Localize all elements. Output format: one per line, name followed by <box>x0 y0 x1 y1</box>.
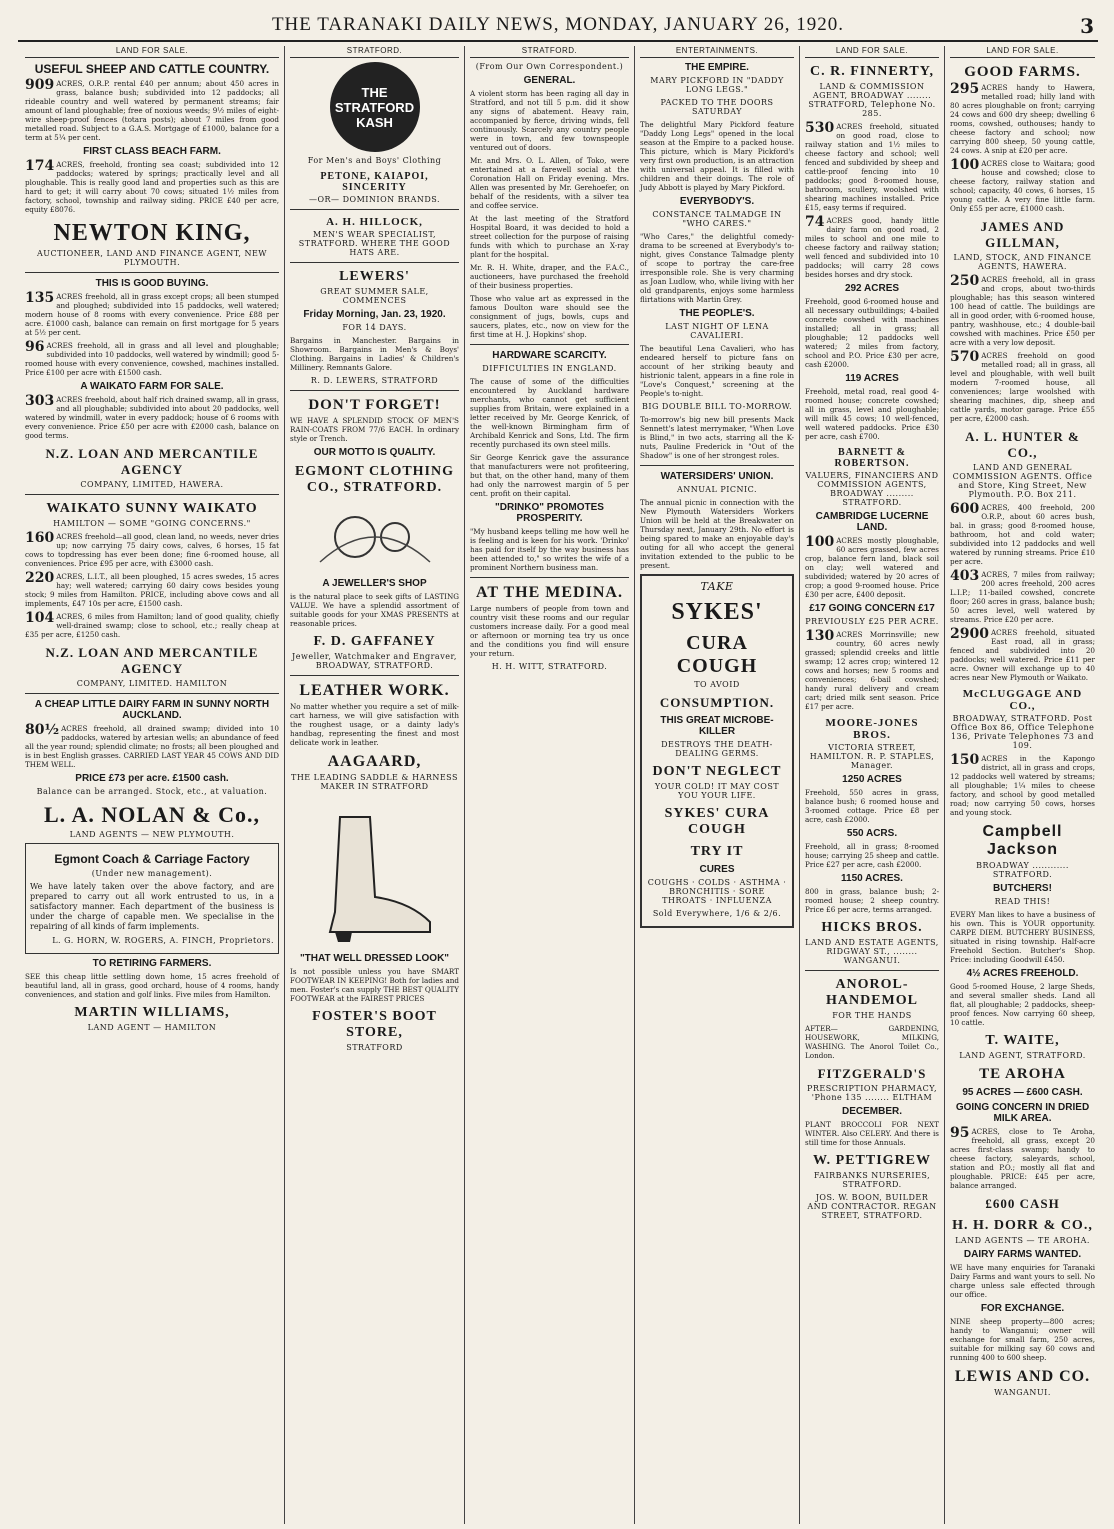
price-line: £600 CASH <box>985 1196 1060 1211</box>
ad-text: NINE sheep property—800 acres; handy to Wanganui; owner will exchange for small farm, 250 acres, suitable for milking say 60 cows and running 400 to 600 sheep. <box>950 1317 1095 1362</box>
ad-subtitle: (Under new management). <box>91 869 213 878</box>
subheadline: DIFFICULTIES IN ENGLAND. <box>482 364 617 373</box>
motto: OUR MOTTO IS QUALITY. <box>313 447 436 458</box>
divider <box>25 272 279 273</box>
divider <box>805 970 939 971</box>
article-text: The cause of some of the difficulties encountered by Auckland hardware merchants, who cannot get sufficient supplies from Britain, were explained in a letter received by Mr. George Kenrick, of the well-known Birmingham firm of Archibald Kenrick and Sons, Ltd. The firm recently purchased its own steel mills. <box>470 377 629 449</box>
listing-text: ACRES handy to Hawera, metalled road; hilly land with 80 acres ploughable on front; carrying 24 cows and 600 dry sheep; dwelling 6 rooms, cowshed, outhouses; handy to cheese factory and school; now carrying 800 sheep, 50 young cattle, 24 cows. A snip at £20 per acre. <box>950 83 1095 155</box>
headline: GENERAL. <box>523 75 576 86</box>
agent-name: HICKS BROS. <box>821 920 923 935</box>
listing-text: ACRES close to Waitara; good house and cowshed; close to cheese factory, railway station and school; capacity, 40 cows, 6 horses, 15 young cattle. A very fine little farm. Only £55 per acre, £1000 cash. <box>950 159 1095 213</box>
headline: 550 ACRS. <box>846 828 898 839</box>
listing <box>25 292 279 337</box>
listing-text: Freehold, all in grass; 8-roomed house; carrying 25 sheep and cattle. Price £27 per acre, cash £2000. <box>805 842 939 869</box>
brand-name: SYKES' <box>671 599 763 625</box>
merchant-name: W. PETTIGREW <box>812 1153 932 1168</box>
listing <box>950 275 1095 347</box>
sale-duration: FOR 14 DAYS. <box>342 323 407 332</box>
merchant-subtitle: PRESCRIPTION PHARMACY, 'Phone 135 ........ ELTHAM <box>806 1084 938 1102</box>
ad-text: WE HAVE A SPLENDID STOCK OF MEN'S RAIN-COATS FROM 77/6 EACH. In ordinary style or Trench. <box>290 416 459 443</box>
ad-line: For Men's and Boys' Clothing <box>307 156 442 165</box>
acreage: 96 <box>25 339 45 355</box>
agent-name: BARNETT & ROBERTSON. <box>834 447 910 469</box>
agent-subtitle: LAND AND ESTATE AGENTS, RIDGWAY ST., ........ WANGANUI. <box>805 938 939 965</box>
column-head: STRATFORD. <box>470 46 629 58</box>
agent-subtitle: LAND AGENTS — TE AROHA. <box>955 1236 1090 1245</box>
sale-title: GREAT SUMMER SALE, COMMENCES <box>320 287 429 305</box>
agent-name: L. A. NOLAN & Co., <box>43 802 260 827</box>
headline: A WAIKATO FARM FOR SALE. <box>80 381 224 392</box>
listing <box>25 79 279 142</box>
brand-names: PETONE, KAIAPOI, SINCERITY <box>320 171 429 193</box>
headline: THE EMPIRE. <box>685 62 749 73</box>
headline: £17 GOING CONCERN £17 <box>809 603 935 614</box>
listing <box>950 351 1095 423</box>
column-head: LAND FOR SALE. <box>25 46 279 58</box>
divider <box>640 465 794 466</box>
ad-text: WE have many enquiries for Taranaki Dairy Farms and want yours to sell. No charge unless sale effected through our office. <box>950 1263 1095 1299</box>
ad-line: Sold Everywhere, 1/6 & 2/6. <box>652 909 782 918</box>
ad-text: Is not possible unless you have SMART FOOTWEAR IN KEEPING! Both for ladies and men. Foster's can supply THE BEST QUALITY FOOTWEAR at the FAIREST PRICES <box>290 967 459 1003</box>
subheadline: PREVIOUSLY £25 PER ACRE. <box>805 617 939 626</box>
divider <box>470 344 629 345</box>
column-4 <box>635 46 800 1524</box>
listing <box>25 572 279 608</box>
merchant-subtitle: FAIRBANKS NURSERIES, STRATFORD. <box>813 1171 931 1189</box>
agent-name: N.Z. LOAN AND MERCANTILE AGENCY <box>45 645 259 676</box>
article-text: The delightful Mary Pickford feature "Daddy Long Legs" opened in the local season at the Empire to a packed house. This picture, which is Mary Pickford's very first own production, is an attraction with universal appeal. It is filled with children and their doings. The role of Judy Abbott is played by Mary Pickford. <box>640 120 794 192</box>
acreage: 150 <box>950 752 980 768</box>
byline: (From Our Own Correspondent.) <box>475 62 624 71</box>
listing <box>25 724 279 769</box>
agent-name: C. R. FINNERTY, <box>809 64 935 79</box>
ad-line: DON'T NEGLECT <box>652 764 782 779</box>
subheadline: READ THIS! <box>994 897 1051 906</box>
masthead <box>18 14 1098 42</box>
product-subtitle: FOR THE HANDS <box>832 1011 912 1020</box>
headline: THIS IS GOOD BUYING. <box>95 278 209 289</box>
ad-line: TO AVOID <box>694 680 740 689</box>
listing <box>950 503 1095 566</box>
listing-text: ACRES, 400 freehold, 200 O.R.P., about 60 acres bush, bal. in grass; good 8-roomed house, bathroom, hot and cold water; subdivided into 12 paddocks and well watered by running streams. Price £10 per acre. <box>950 503 1095 566</box>
sale-date: Friday Morning, Jan. 23, 1920. <box>303 309 446 320</box>
merchant-name: AAGAARD, <box>327 753 422 770</box>
acreage: 295 <box>950 81 980 97</box>
headline: THE PEOPLE'S. <box>679 308 755 319</box>
headline: FOR EXCHANGE. <box>980 1303 1065 1314</box>
listing-text: Freehold, good 6-roomed house and all necessary outbuildings; 4-bailed concrete cowshed with machines installed; all in grass; all ploughable; 12 paddocks well watered; 2 miles from factory, school and P.O. Price £30 per acre, cash £2000. <box>805 297 939 369</box>
ad-text: is the natural place to seek gifts of LASTING VALUE. We have a splendid assortment of suitable goods for your XMAS PRESENTS at reasonable prices. <box>290 592 459 628</box>
ad-text: We have lately taken over the above factory, and are prepared to carry out all work entrusted to us, in a satisfactory manner. Each department of the business is under the charge of capable men. We specialise in the repairing of all kinds of farm implements. <box>30 882 274 931</box>
agent-subtitle: WANGANUI. <box>994 1388 1051 1397</box>
listing-text: ACRES freehold, all drained swamp; divided into 10 paddocks, watered by artesian wells; an abundance of feed all the year round; splendid climate; no frosts; all been ploughed and is in best English grasses. CARRIED LAST YEAR 45 COWS AND DID THEM WELL. <box>25 724 279 769</box>
acreage: 220 <box>25 570 55 586</box>
brand-subtitle: —OR— DOMINION BRANDS. <box>308 195 441 204</box>
ad-line: TAKE <box>700 580 734 593</box>
section-title: TE AROHA <box>979 1066 1066 1082</box>
acreage: 403 <box>950 568 980 584</box>
kash-logo: THE STRATFORD KASH <box>330 62 420 152</box>
page-number: 3 <box>1080 14 1094 38</box>
ad-signature: H. H. WITT, STRATFORD. <box>491 662 608 671</box>
section-title: GOOD FARMS. <box>964 64 1081 80</box>
agent-subtitle: LAND AGENT — HAMILTON <box>87 1023 217 1032</box>
divider <box>290 675 459 676</box>
section-subtitle: HAMILTON — SOME "GOING CONCERNS." <box>53 519 251 528</box>
listing <box>950 754 1095 817</box>
merchant-subtitle: JOS. W. BOON, BUILDER AND CONTRACTOR. REGAN STREET, STRATFORD. <box>807 1193 937 1220</box>
listing-text: ACRES freehold, situated on good road, close to railway station and 1½ miles to cheese factory and school; well fenced and subdivided by sheep and cattle-proof fencing into 10 paddocks; good 8-roomed house, bathroom, scullery, woolshed with shearing machines installed. Price £15, easy terms if required. <box>805 122 939 212</box>
subheadline: MARY PICKFORD IN "DADDY LONG LEGS." <box>650 76 784 94</box>
agent-subtitle: BROADWAY, STRATFORD. Post Office Box 86, Office Telephone 136, Private Telephones 73 and 109. <box>950 714 1095 750</box>
divider <box>290 262 459 263</box>
article-text: Sir George Kenrick gave the assurance that manufacturers were not profiteering, but that, on the other hand, many of them had only the narrowest margin of 5 per cent. profit on their capital. <box>470 453 629 498</box>
listing <box>950 570 1095 624</box>
agent-subtitle: LAND AGENT, STRATFORD. <box>959 1051 1086 1060</box>
ad-line: DESTROYS THE DEATH-DEALING GERMS. <box>661 740 773 758</box>
terms-line: Balance can be arranged. Stock, etc., at valuation. <box>36 787 268 796</box>
agent-subtitle: AUCTIONEER, LAND AND FINANCE AGENT, NEW PLYMOUTH. <box>36 249 268 267</box>
headline: FIRST CLASS BEACH FARM. <box>83 146 221 157</box>
ad-line: YOUR COLD! IT MAY COST YOU YOUR LIFE. <box>654 782 780 800</box>
price-line: PRICE £73 per acre. £1500 cash. <box>75 773 229 784</box>
acreage: 100 <box>950 157 980 173</box>
acreage: 2900 <box>950 626 989 642</box>
listing-text: Freehold, metal road, real good 4-roomed house; concrete cowshed; all in grass, level and ploughable; will milk 45 cows; 10 well-fenced, well watered paddocks. Price £30 per acre, cash £700. <box>805 387 939 441</box>
agent-name: McCLUGGAGE AND CO., <box>962 688 1083 712</box>
listing-text: ACRES mostly ploughable, 60 acres grassed, few acres crop, balance fern land, black soil on clay; well watered and subdivided; watered by 20 acres of crop; a good 9-roomed house. Price £30 per acre, £400 deposit. <box>805 536 939 599</box>
acreage: 74 <box>805 214 825 230</box>
ad-title: Egmont Coach & Carriage Factory <box>54 852 250 866</box>
ad-headline: DON'T FORGET! <box>308 397 441 413</box>
article-text: "Who Cares," the delightful comedy-drama to be screened at Everybody's to-night, gives Constance Talmadge plenty of scope to portray the care-free irresponsible role. She is very charming as Joan Ludlow, who, while living with her old grandparents, enjoys some harmless flirtations with Martin Grey. <box>640 232 794 304</box>
column-head: ENTERTAINMENTS. <box>640 46 794 58</box>
column-head: STRATFORD. <box>290 46 459 58</box>
listing-text: ACRES Morrinsville; new country, 60 acres newly grassed; splendid creeks and little swamp; 12 acres crop; wintered 12 cows and horses; new 5 rooms and conveniences; 6-bail cowshed; handy rural delivery and cream cart; dried milk sent season. Price £17 per acre. <box>805 630 939 711</box>
subheadline: CONSTANCE TALMADGE IN "WHO CARES." <box>652 210 782 228</box>
listing-text: Good 5-roomed House, 2 large Sheds, and several smaller sheds. Land all flat, all ploughable; 2 paddocks, sheep-proof fences. Now carrying 60 sheep, 10 cattle. <box>950 982 1095 1027</box>
ad-text: AFTER— GARDENING, HOUSEWORK, MILKING, WASHING. The Anorol Toilet Co., London. <box>805 1024 939 1060</box>
listing <box>25 532 279 568</box>
acreage: 104 <box>25 610 55 626</box>
column-2 <box>285 46 465 1524</box>
listing-text: ACRES, L.I.T., all been ploughed, 15 acres swedes, 15 acres hay; well watered; carrying 60 dairy cows besides young stock; 9 miles from Hamilton. PRICE, including above cows and all implements, £47 10s per acre, £1500 cash. <box>25 572 279 608</box>
agent-subtitle: LAND, STOCK, AND FINANCE AGENTS, HAWERA. <box>953 253 1092 271</box>
acreage: 174 <box>25 158 55 174</box>
acreage: 160 <box>25 530 55 546</box>
listing <box>805 216 939 279</box>
ad-headline: LEATHER WORK. <box>299 682 450 699</box>
listing-text: ACRES, freehold, fronting sea coast; subdivided into 12 paddocks; watered by springs; practically level and all ploughable. This is really good land and properties such as this are hard to get; it will carry about 70 cows; situated 1½ miles from factory, school, township and railway siding. PRICE £40 per acre, equity £8076. <box>25 160 279 214</box>
merchant-name: FITZGERALD'S <box>817 1066 927 1081</box>
ad-line: THIS GREAT MICROBE-KILLER <box>660 715 774 737</box>
merchant-subtitle: Jeweller, Watchmaker and Engraver, BROADWAY, STRATFORD. <box>292 652 457 670</box>
bargains-list: Bargains in Manchester. Bargains in Showroom. Bargains in Men's & Boys' Clothing. Bargains in Ladies' & Children's Millinery. Remnants Galore. <box>290 336 459 372</box>
headline: DECEMBER. <box>841 1106 902 1117</box>
acreage: 570 <box>950 349 980 365</box>
cura-cough-ad <box>640 574 794 928</box>
ad-line: CONSUMPTION. <box>659 695 775 710</box>
ad-headline: AT THE MEDINA. <box>476 584 623 601</box>
agent-name: T. WAITE, <box>985 1033 1060 1048</box>
agent-subtitle: BROADWAY ............ STRATFORD. <box>976 861 1069 879</box>
agent-subtitle: LAND AGENTS — NEW PLYMOUTH. <box>69 830 235 839</box>
section-title: WAIKATO SUNNY WAIKATO <box>46 501 258 516</box>
listing <box>25 612 279 639</box>
jewellery-illustration <box>300 502 450 572</box>
listing-text: ACRES, 6 miles from Hamilton; land of good quality, chiefly well-drained swamp; close to school, etc.; really cheap at £35 per acre, £1250 cash. <box>25 612 279 639</box>
divider <box>470 577 629 578</box>
product-name: ANOROL-HANDEMOL <box>826 977 918 1008</box>
column-1 <box>20 46 285 1524</box>
headline: WATERSIDERS' UNION. <box>660 471 774 482</box>
listing-text: SEE this cheap little settling down home, 15 acres freehold of beautiful land, all in grass, good orchard, house of 4 rooms, handy conveniences, and station and golf links. Five miles from Hamilton. <box>25 972 279 999</box>
headline: EVERYBODY'S. <box>679 196 755 207</box>
headline: "THAT WELL DRESSED LOOK" <box>299 953 450 964</box>
ad-text: EVERY Man likes to have a business of his own. This is YOUR opportunity. CARPE DIEM. BUTCHERY BUSINESS, situated in rising township. Half-acre Freehold Section. Butcher's Shop. Price: including Goodwill £450. <box>950 910 1095 964</box>
columns <box>20 46 1100 1524</box>
acreage: 100 <box>805 534 835 550</box>
merchant-signature: R. D. LEWERS, STRATFORD <box>310 376 439 385</box>
acreage: 250 <box>950 273 980 289</box>
acreage: 909 <box>25 77 55 93</box>
ad-text: PLANT BROCCOLI FOR NEXT WINTER. Also CELERY. And there is still time for those Annuals. <box>805 1120 939 1147</box>
ad-line: CURES <box>699 864 735 875</box>
agent-subtitle: LAND AND GENERAL COMMISSION AGENTS. Office and Store, King Street, New Plymouth. P.O. Box 211. <box>952 463 1093 499</box>
listing <box>950 159 1095 213</box>
listing-text: Freehold, 550 acres in grass, balance bush; 6 roomed house and 3-roomed cottage. Price £8 per acre, cash £2000. <box>805 788 939 824</box>
column-5 <box>800 46 945 1524</box>
merchant-name: LEWERS' <box>339 269 410 284</box>
ad-line: TRY IT <box>690 844 744 859</box>
headline: 1150 ACRES. <box>841 873 903 884</box>
acreage: 95 <box>950 1125 970 1141</box>
headline: "DRINKO" PROMOTES PROSPERITY. <box>495 502 604 524</box>
agent-name: MOORE-JONES BROS. <box>825 717 919 741</box>
headline: HARDWARE SCARCITY. <box>492 350 607 361</box>
newspaper-title: THE TARANAKI DAILY NEWS, MONDAY, JANUARY 26, 1920. <box>271 14 845 35</box>
listing <box>25 341 279 377</box>
product-name: CURA COUGH <box>676 632 758 677</box>
column-3 <box>465 46 635 1524</box>
listing-text: ACRES good, handy little dairy farm on good road, 2 miles to school and one mile to cheese factory and railway station; well fenced and subdivided into 10 paddocks; will carry 28 cows besides horses and dry stock. <box>805 216 939 279</box>
merchant-name: FOSTER'S BOOT STORE, <box>312 1009 437 1040</box>
listing-text: ACRES freehold, all in grass except crops; all been stumped and ploughed; subdivided into 15 paddocks, well watered; modern house of 8 rooms with every convenience. Price £88 per acre. £1000 cash, balance can remain on first mortgage for 5 years at 5½ per cent. <box>25 292 279 337</box>
article-text: Mr. and Mrs. O. L. Allen, of Toko, were entertained at a farewell social at the Coronation Hall on Friday evening. Mrs. Allen was presented by Mr. Gerehoefer, on behalf of the residents, with a silver tea and coffee service. <box>470 156 629 210</box>
column-6 <box>945 46 1100 1524</box>
headline: TO RETIRING FARMERS. <box>92 958 212 969</box>
column-head: LAND FOR SALE. <box>805 46 939 58</box>
agent-subtitle: LAND & COMMISSION AGENT, BROADWAY ........ STRATFORD, Telephone No. 285. <box>808 82 936 118</box>
listing <box>950 1127 1095 1190</box>
listing <box>805 122 939 212</box>
acreage: 600 <box>950 501 980 517</box>
merchant-name: F. D. GAFFANEY <box>313 634 436 649</box>
headline: A JEWELLER'S SHOP <box>322 578 427 589</box>
listing <box>950 628 1095 682</box>
listing <box>25 395 279 440</box>
headline: 95 ACRES — £600 CASH. <box>962 1087 1083 1098</box>
acreage: 135 <box>25 290 55 306</box>
shoe-illustration <box>300 797 450 947</box>
merchant-name: A. H. HILLOCK, <box>326 216 423 228</box>
listing-text: ACRES in the Kapongo district, all in grass and crops, 12 paddocks well watered by streams; all ploughable; 1¼ miles to cheese factory, and school by good metalled road; now carrying 50 cows, horses and young stock. <box>950 754 1095 817</box>
listing-text: ACRES, O.R.P. rental £40 per annum; about 450 acres in grass, balance bush; subdivided into 12 paddocks; all rideable country and well watered by permanent streams; fair amount of land ploughable; free of noxious weeds; 9½ miles of eight-wire sheep-proof fences (totara posts); about 7 miles from good metalled road. Subject to a G.A.S. Mortgage of £1000, balance for a term at 5¼ per cent. <box>25 79 279 142</box>
agent-subtitle: COMPANY, LIMITED, HAWERA. <box>80 480 224 489</box>
headline: 292 ACRES <box>844 283 900 294</box>
merchant-subtitle: MEN'S WEAR SPECIALIST, STRATFORD. WHERE THE GOOD HATS ARE. <box>298 230 451 257</box>
acreage: 303 <box>25 393 55 409</box>
headline: CAMBRIDGE LUCERNE LAND. <box>815 511 929 533</box>
agent-subtitle: COMPANY, LIMITED. HAMILTON <box>76 679 228 688</box>
merchant-name: EGMONT CLOTHING CO., STRATFORD. <box>294 464 455 495</box>
product-name: SYKES' CURA COUGH <box>664 806 770 837</box>
article-text: To-morrow's big new bill presents Mack Sennett's latest merrymaker, "When Love is Blind," in two acts, starring all the K-nuts, Pauline Frederick in "Out of the Shadow" is one of her strongest roles. <box>640 415 794 460</box>
subheadline: BIG DOUBLE BILL TO-MORROW. <box>641 402 793 411</box>
article-text: The annual picnic in connection with the New Plymouth Watersiders Workers Union will be held at the Breakwater on Thursday next, January 29th. No effort is being spared to make an enjoyable day's outing for all who accept the general invitation extended to the public to be present. <box>640 498 794 570</box>
agent-subtitle: VICTORIA STREET, HAMILTON. R. P. STAPLES, Manager. <box>809 743 935 770</box>
listing-text: ACRES freehold, all in grass and crops, about two-thirds ploughable; has this season wintered 100 head of cattle. The buildings are all in good order, with 6-roomed house, pantry, washhouse, etc.; 4 double-bail cowshed with machines. Price £50 per acre with a very low deposit. <box>950 275 1095 347</box>
factory-ad <box>25 843 279 954</box>
listing-text: ACRES freehold, situated East road, all in grass; fenced and subdivided into 20 paddocks; well watered. Price £11 per acre. Owner will exchange up to 40 acres near New Plymouth or Waikato. <box>950 628 1095 682</box>
ad-signature: L. G. HORN, W. ROGERS, A. FINCH, Proprietors. <box>52 936 274 945</box>
agent-subtitle: VALUERS, FINANCIERS AND COMMISSION AGENTS, BROADWAY ......... STRATFORD. <box>805 471 939 507</box>
acreage: 130 <box>805 628 835 644</box>
column-head: LAND FOR SALE. <box>950 46 1095 58</box>
merchant-subtitle: THE LEADING SADDLE & HARNESS MAKER IN STRATFORD <box>290 773 458 791</box>
ad-text: Large numbers of people from town and country visit these rooms and our regular customers increase daily. For a good meal or afternoon or morning tea try us once and the conditions you find will ensure your return. <box>470 604 629 658</box>
ad-text: No matter whether you require a set of milk-cart harness, we will give satisfaction with the roughest usage, or a dainty lady's handbag, representing the finest and most delicate work in leather. <box>290 702 459 747</box>
article-text: Those who value art as expressed in the famous Doulton ware should see the consignment of jugs, bowls, cups and saucers, plates, etc., now on view for the first time at H. J. Hopkins' shop. <box>470 294 629 339</box>
agent-name: N.Z. LOAN AND MERCANTILE AGENCY <box>45 446 259 477</box>
divider <box>25 693 279 694</box>
article-text: The beautiful Lena Cavalieri, who has endeared herself to picture fans on account of her striking beauty and histrionic talent, appears in a fine role in "Love's Conquest," screening at the People's to-night. <box>640 344 794 398</box>
agent-name: NEWTON KING, <box>53 220 251 246</box>
subheadline: PACKED TO THE DOORS SATURDAY <box>660 98 774 116</box>
agent-name: H. H. DORR & CO., <box>952 1218 1093 1233</box>
agent-name: LEWIS AND CO. <box>954 1368 1091 1385</box>
agent-name: Campbell Jackson <box>982 823 1063 858</box>
article-text: "My husband keeps telling me how well he is feeling and is keen for his work. 'Drinko' has paid for itself by the way business has been attended to," so writes the wife of a prominent Northern business man. <box>470 527 629 572</box>
subheadline: LAST NIGHT OF LENA CAVALIERI. <box>665 322 769 340</box>
headline: BUTCHERS! <box>993 883 1052 894</box>
listing-text: ACRES freehold on good metalled road; all in grass, all level and ploughable, with well built modern 7-roomed house, all conveniences; large woolshed with shearing machines, dip, sheep and cattle yards, motor garage. Price £55 per acre, £2000 cash. <box>950 351 1095 423</box>
listing <box>805 536 939 599</box>
merchant-subtitle: STRATFORD <box>346 1043 403 1052</box>
divider <box>290 209 459 210</box>
agent-name: JAMES AND GILLMAN, <box>980 219 1065 250</box>
headline: GOING CONCERN IN DRIED MILK AREA. <box>955 1102 1090 1124</box>
article-text: A violent storm has been raging all day in Stratford, and not till 5 p.m. did it show any signs of abatement. Heavy rain, accompanied by fierce, driving winds, fell continuously. Scarcely any country people were in town, and few townspeople ventured out of doors. <box>470 89 629 152</box>
listing-text: ACRES freehold—all good, clean land, no weeds, never dries up; now carrying 75 dairy cows, calves, 6 horses, 15 fat cows to topdressing has ever been done; fine 6-roomed house, all conveniences. Price £95 per acre, with £3000 cash. <box>25 532 279 568</box>
listing-text: ACRES, 7 miles from railway; 200 acres freehold, 200 acres L.I.P.; 11-bailed cowshed, concrete floor; 260 acres in grass, balance bush; 50 acres level, well watered by streams. Price £20 per acre. <box>950 570 1095 624</box>
agent-name: A. L. HUNTER & CO., <box>965 429 1080 460</box>
listing-text: ACRES freehold, all in grass and all level and ploughable; subdivided into 10 paddocks, well watered by windmill; good 5-roomed house with every convenience, cowshed, machines installed. Price £100 per acre with £1500 cash. <box>25 341 279 377</box>
acreage: 80½ <box>25 722 60 738</box>
headline: 1250 ACRES <box>842 774 902 785</box>
agent-name: MARTIN WILLIAMS, <box>74 1005 230 1020</box>
divider <box>290 390 459 391</box>
ad-line: COUGHS · COLDS · ASTHMA · BRONCHITIS · SORE THROATS · INFLUENZA <box>647 878 787 905</box>
listing <box>25 160 279 214</box>
article-text: At the last meeting of the Stratford Hospital Board, it was decided to hold a street collection for the purpose of raising funds with which to purchase an X-ray plant for the hospital. <box>470 214 629 259</box>
listing-text: ACRES, close to Te Aroha, freehold, all grass, except 20 acres first-class swamp; handy to cheese factory, saleyards, school, station and P.O.; mostly all flat and ploughable. PRICE: £45 per acre, balance arranged. <box>950 1127 1095 1190</box>
listing-text: 800 in grass, balance bush; 2-roomed house; 2 sheep country. Price £6 per acre, terms arranged. <box>805 887 939 914</box>
headline: 119 ACRES <box>845 373 899 384</box>
subheadline: ANNUAL PICNIC. <box>676 485 758 494</box>
headline: A CHEAP LITTLE DAIRY FARM IN SUNNY NORTH AUCKLAND. <box>34 699 270 721</box>
headline: DAIRY FARMS WANTED. <box>963 1249 1082 1260</box>
divider <box>25 494 279 495</box>
acreage: 530 <box>805 120 835 136</box>
headline: USEFUL SHEEP AND CATTLE COUNTRY. <box>34 62 270 76</box>
listing <box>950 83 1095 155</box>
listing-text: ACRES freehold, about half rich drained swamp, all in grass, and all ploughable; subdivided into about 20 paddocks, well watered by windmill, water in every paddock; house of 6 rooms with every convenience. Price £50 per acre with £2000 cash, balance on good terms. <box>25 395 279 440</box>
headline: 4½ ACRES FREEHOLD. <box>966 968 1079 979</box>
article-text: Mr. R. H. White, draper, and the F.A.C., auctioneers, have purchased the freehold of their business properties. <box>470 263 629 290</box>
listing <box>805 630 939 711</box>
